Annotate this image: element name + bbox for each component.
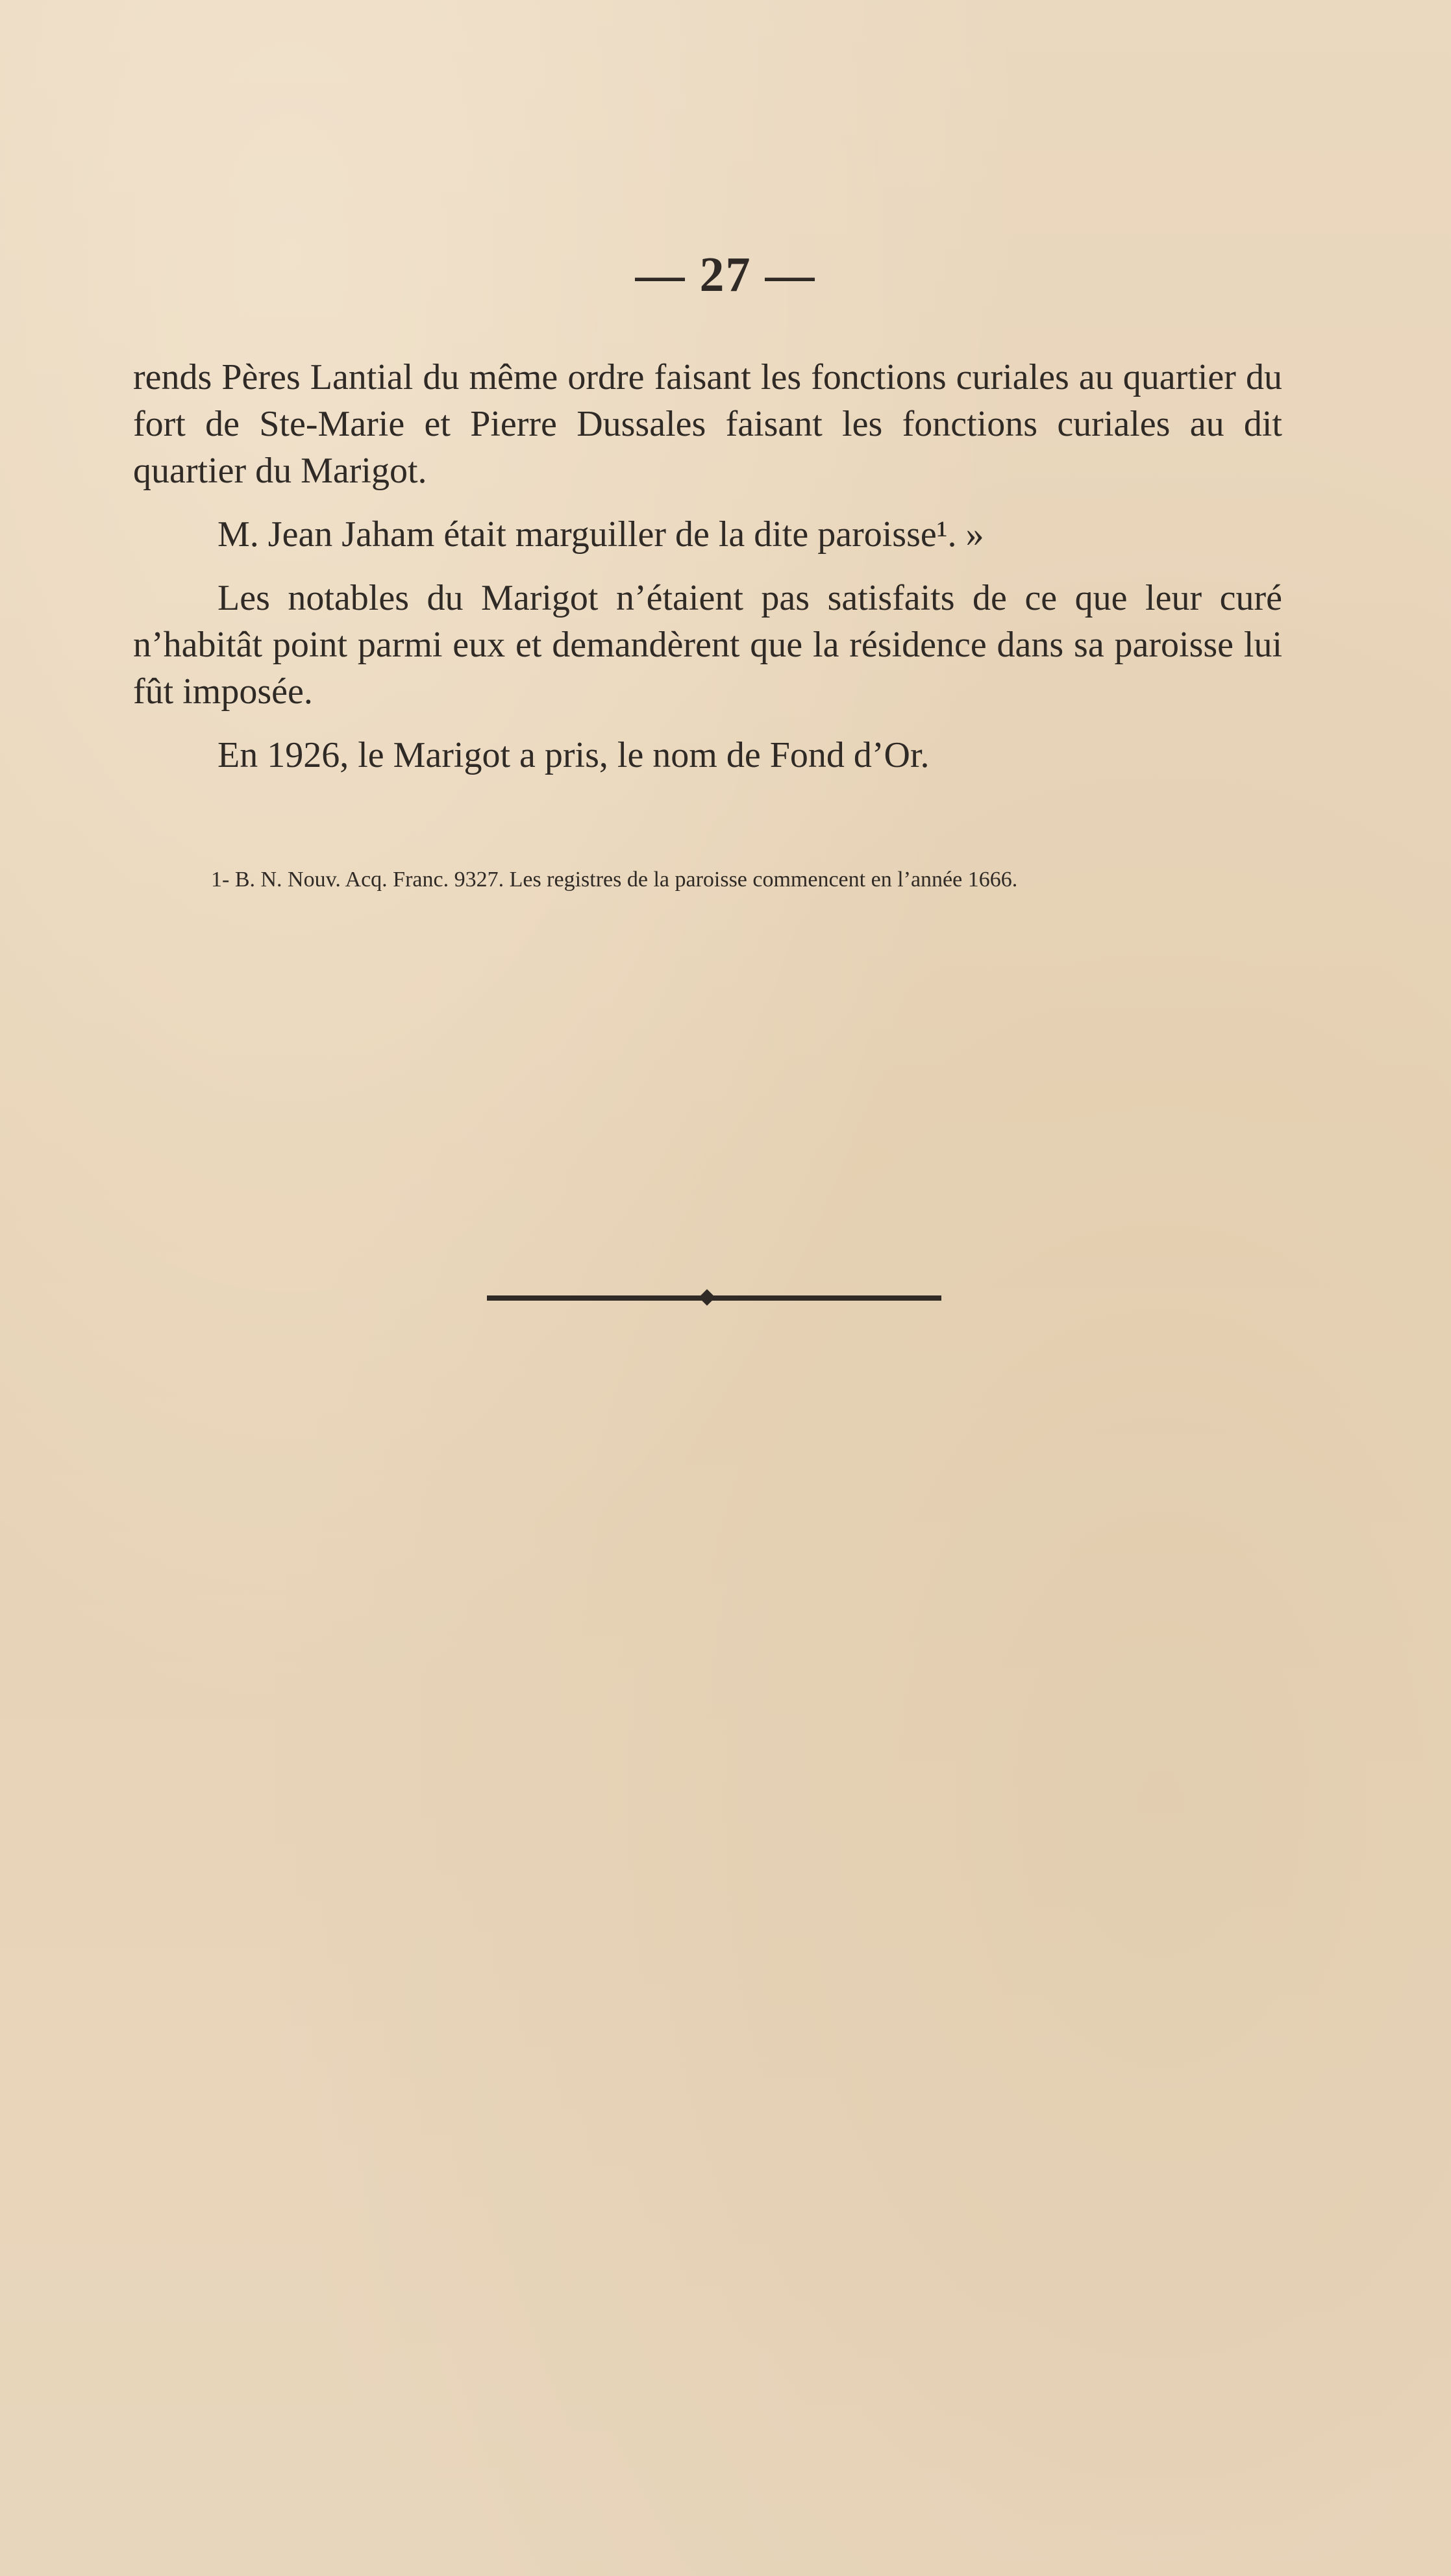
paragraph-4: En 1926, le Marigot a pris, le nom de Fond d’Or. xyxy=(217,735,930,775)
paragraph-2: M. Jean Jaham était marguiller de la dite paroisse¹. » xyxy=(217,514,984,555)
body-text xyxy=(133,354,1282,795)
paragraph-1: rends Pères Lantial du même ordre faisant les fonctions curiales au quartier du fort de Ste-Marie et Pierre Dussales faisant les fonctions curiales au dit quartier du Marigot. xyxy=(133,357,1282,491)
footnote: 1- B. N. Nouv. Acq. Franc. 9327. Les registres de la paroisse commencent en l’année 1666. xyxy=(211,868,1018,892)
ornamental-rule xyxy=(487,1295,941,1301)
page-number: — 27 — xyxy=(635,247,816,302)
paragraph-3: Les notables du Marigot n’étaient pas satisfaits de ce que leur curé n’habitât point parmi eux et demandèrent que la résidence dans sa paroisse lui fût imposée. xyxy=(133,578,1282,712)
